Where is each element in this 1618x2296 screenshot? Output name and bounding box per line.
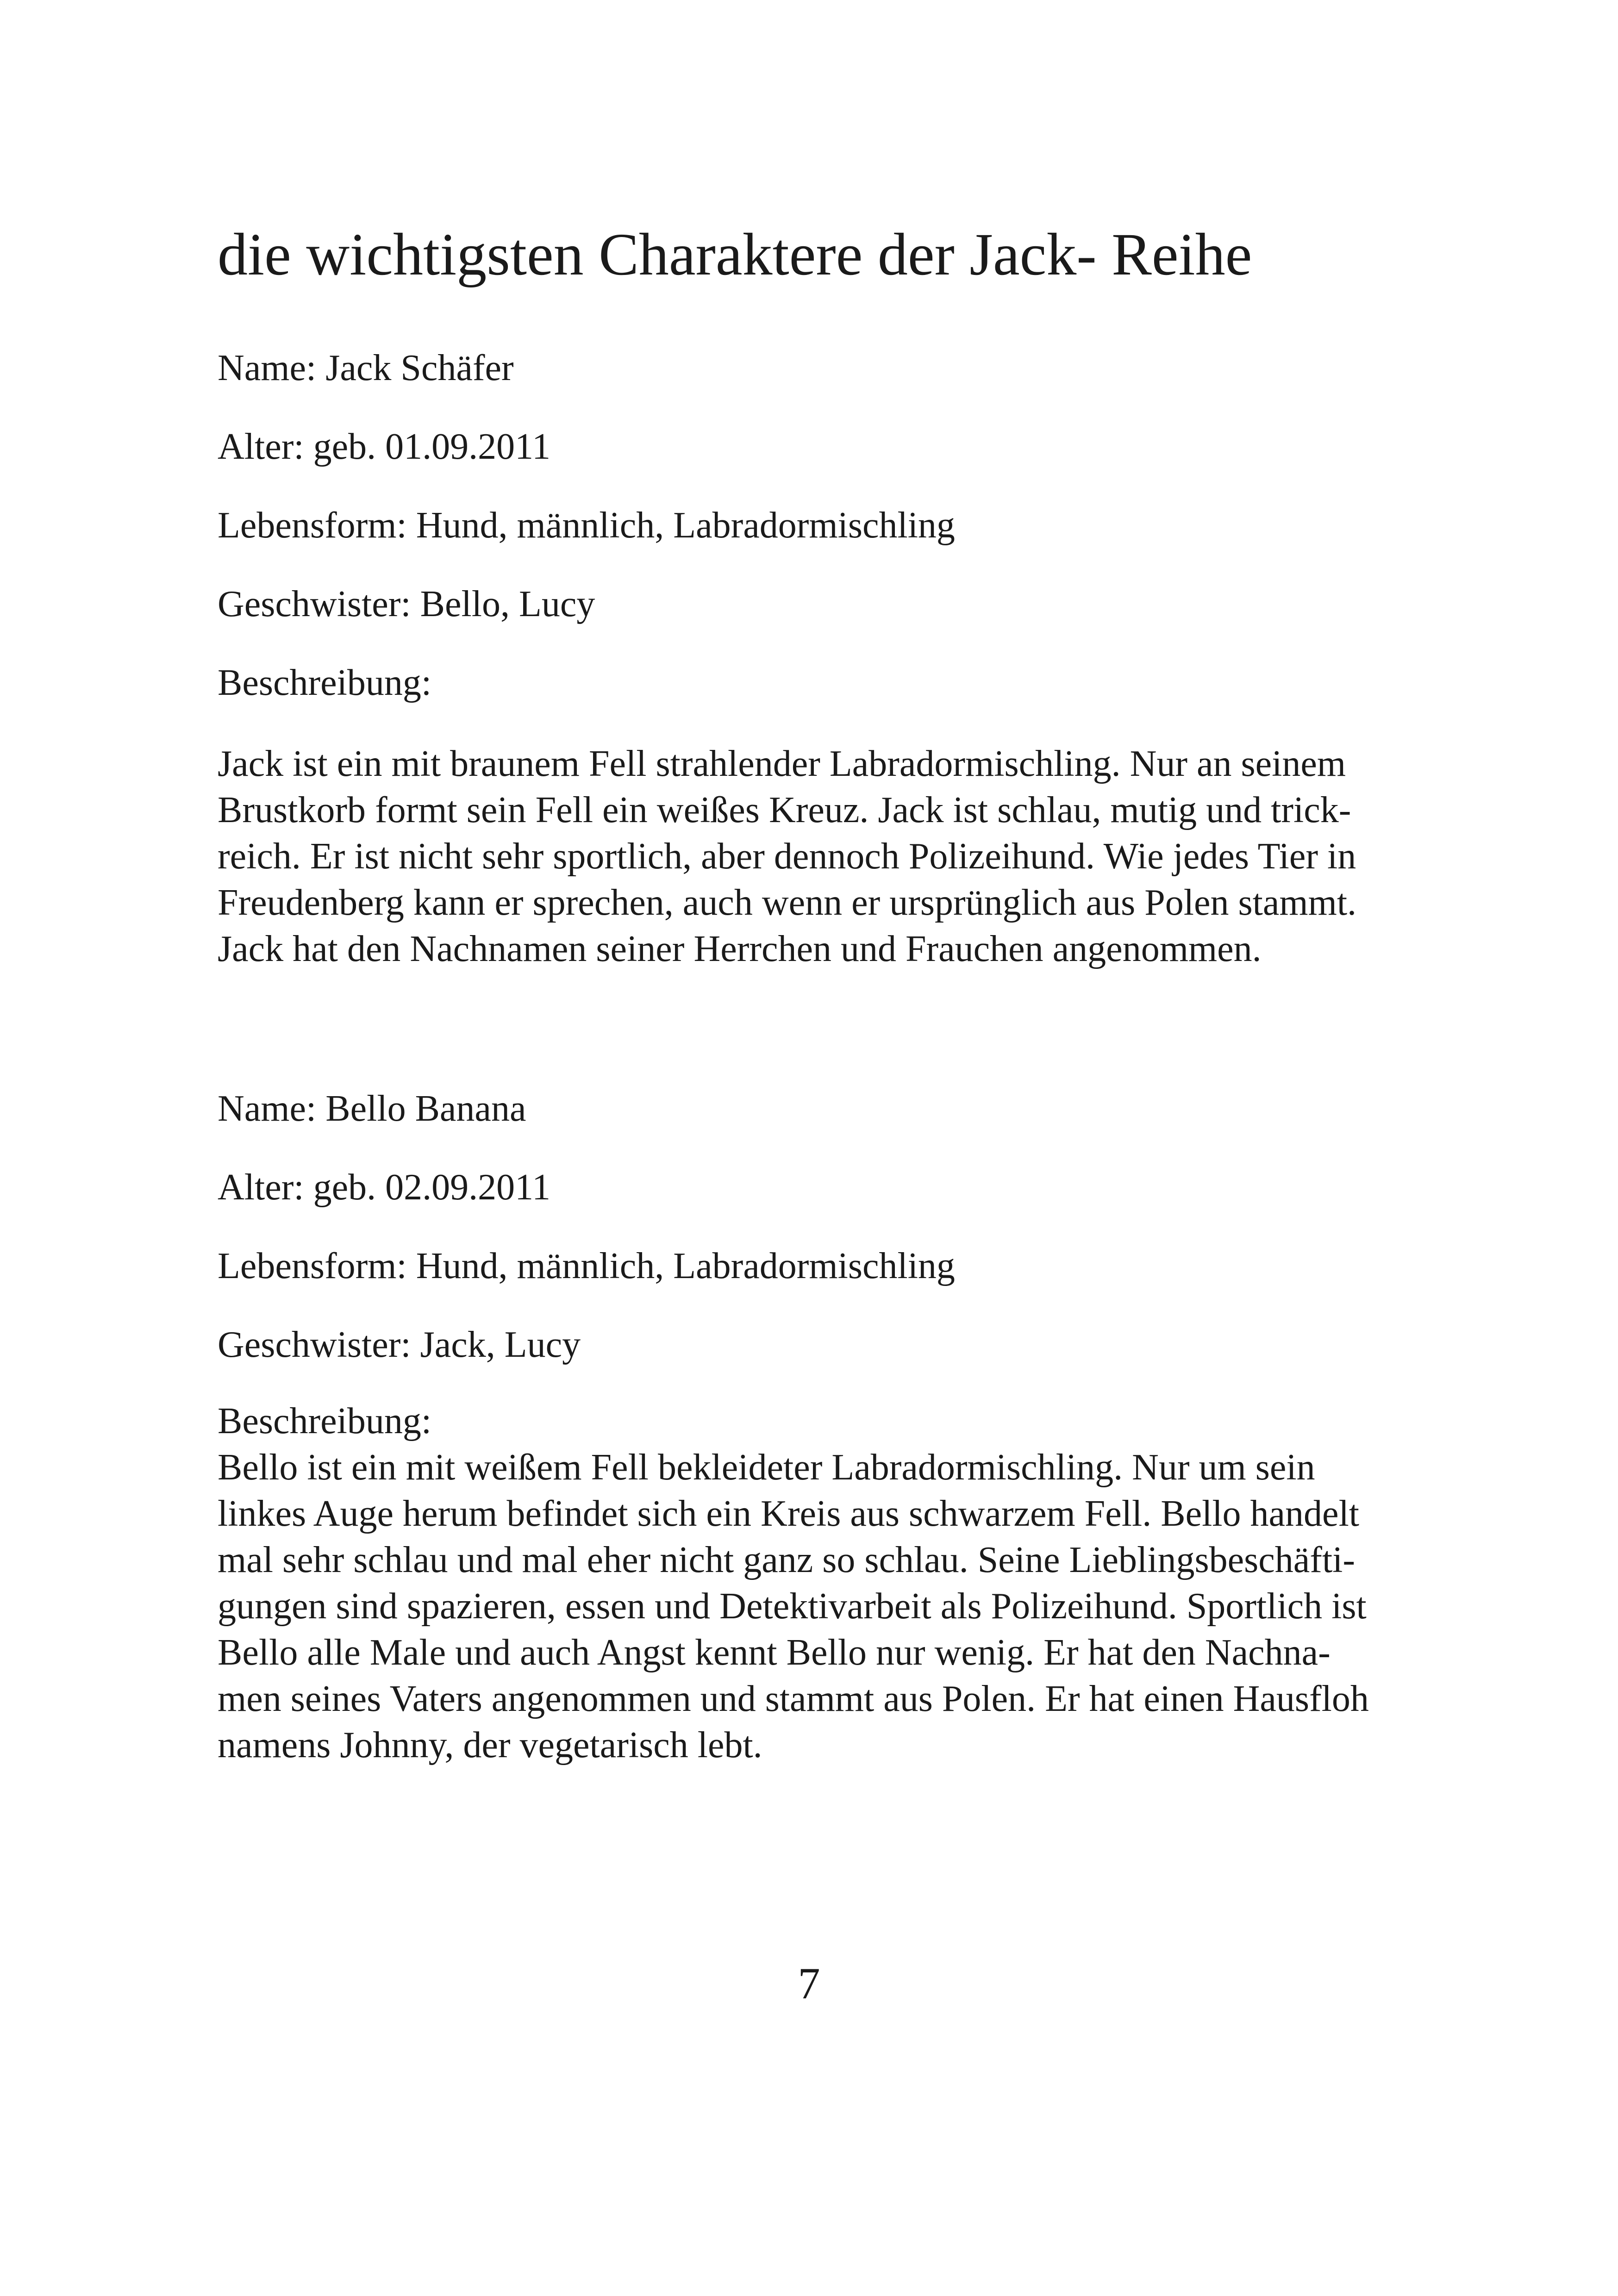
description-line: gungen sind spazieren, essen und Detektivarbeit als Polizeihund. Sportlich ist <box>218 1586 1367 1627</box>
description-line: linkes Auge herum befindet sich ein Kreis aus schwarzem Fell. Bello handelt <box>218 1493 1360 1534</box>
character-1-age: Alter: geb. 01.09.2011 <box>218 426 551 467</box>
page-title: die wichtigsten Charaktere der Jack- Reihe <box>218 221 1252 288</box>
character-1-description-label: Beschreibung: <box>218 662 432 703</box>
page-number: 7 <box>798 1959 820 2008</box>
character-2-description <box>218 1444 1403 1768</box>
description-line: Bello alle Male und auch Angst kennt Bello nur wenig. Er hat den Nachna- <box>218 1632 1331 1673</box>
description-line: Freudenberg kann er sprechen, auch wenn er ursprünglich aus Polen stammt. <box>218 882 1357 923</box>
description-line: Bello ist ein mit weißem Fell bekleideter Labradormischling. Nur um sein <box>218 1447 1315 1488</box>
character-2-name: Name: Bello Banana <box>218 1088 526 1129</box>
character-1-description <box>218 741 1403 972</box>
character-2-siblings: Geschwister: Jack, Lucy <box>218 1324 581 1365</box>
description-line: namens Johnny, der vegetarisch lebt. <box>218 1725 762 1766</box>
description-line: mal sehr schlau und mal eher nicht ganz so schlau. Seine Lieblingsbeschäfti- <box>218 1540 1356 1580</box>
character-2-description-label: Beschreibung: <box>218 1401 432 1441</box>
character-2-age: Alter: geb. 02.09.2011 <box>218 1167 551 1208</box>
description-line: Jack ist ein mit braunem Fell strahlender Labradormischling. Nur an seinem <box>218 743 1346 784</box>
character-1-lifeform: Lebensform: Hund, männlich, Labradormischling <box>218 505 955 546</box>
character-1-siblings: Geschwister: Bello, Lucy <box>218 584 595 624</box>
description-line: Brustkorb formt sein Fell ein weißes Kreuz. Jack ist schlau, mutig und trick- <box>218 790 1351 830</box>
description-line: men seines Vaters angenommen und stammt aus Polen. Er hat einen Hausfloh <box>218 1678 1369 1719</box>
character-1-name: Name: Jack Schäfer <box>218 348 514 388</box>
description-line: reich. Er ist nicht sehr sportlich, aber dennoch Polizeihund. Wie jedes Tier in <box>218 836 1356 877</box>
character-2-lifeform: Lebensform: Hund, männlich, Labradormischling <box>218 1246 955 1286</box>
description-line: Jack hat den Nachnamen seiner Herrchen und Frauchen angenommen. <box>218 929 1262 969</box>
